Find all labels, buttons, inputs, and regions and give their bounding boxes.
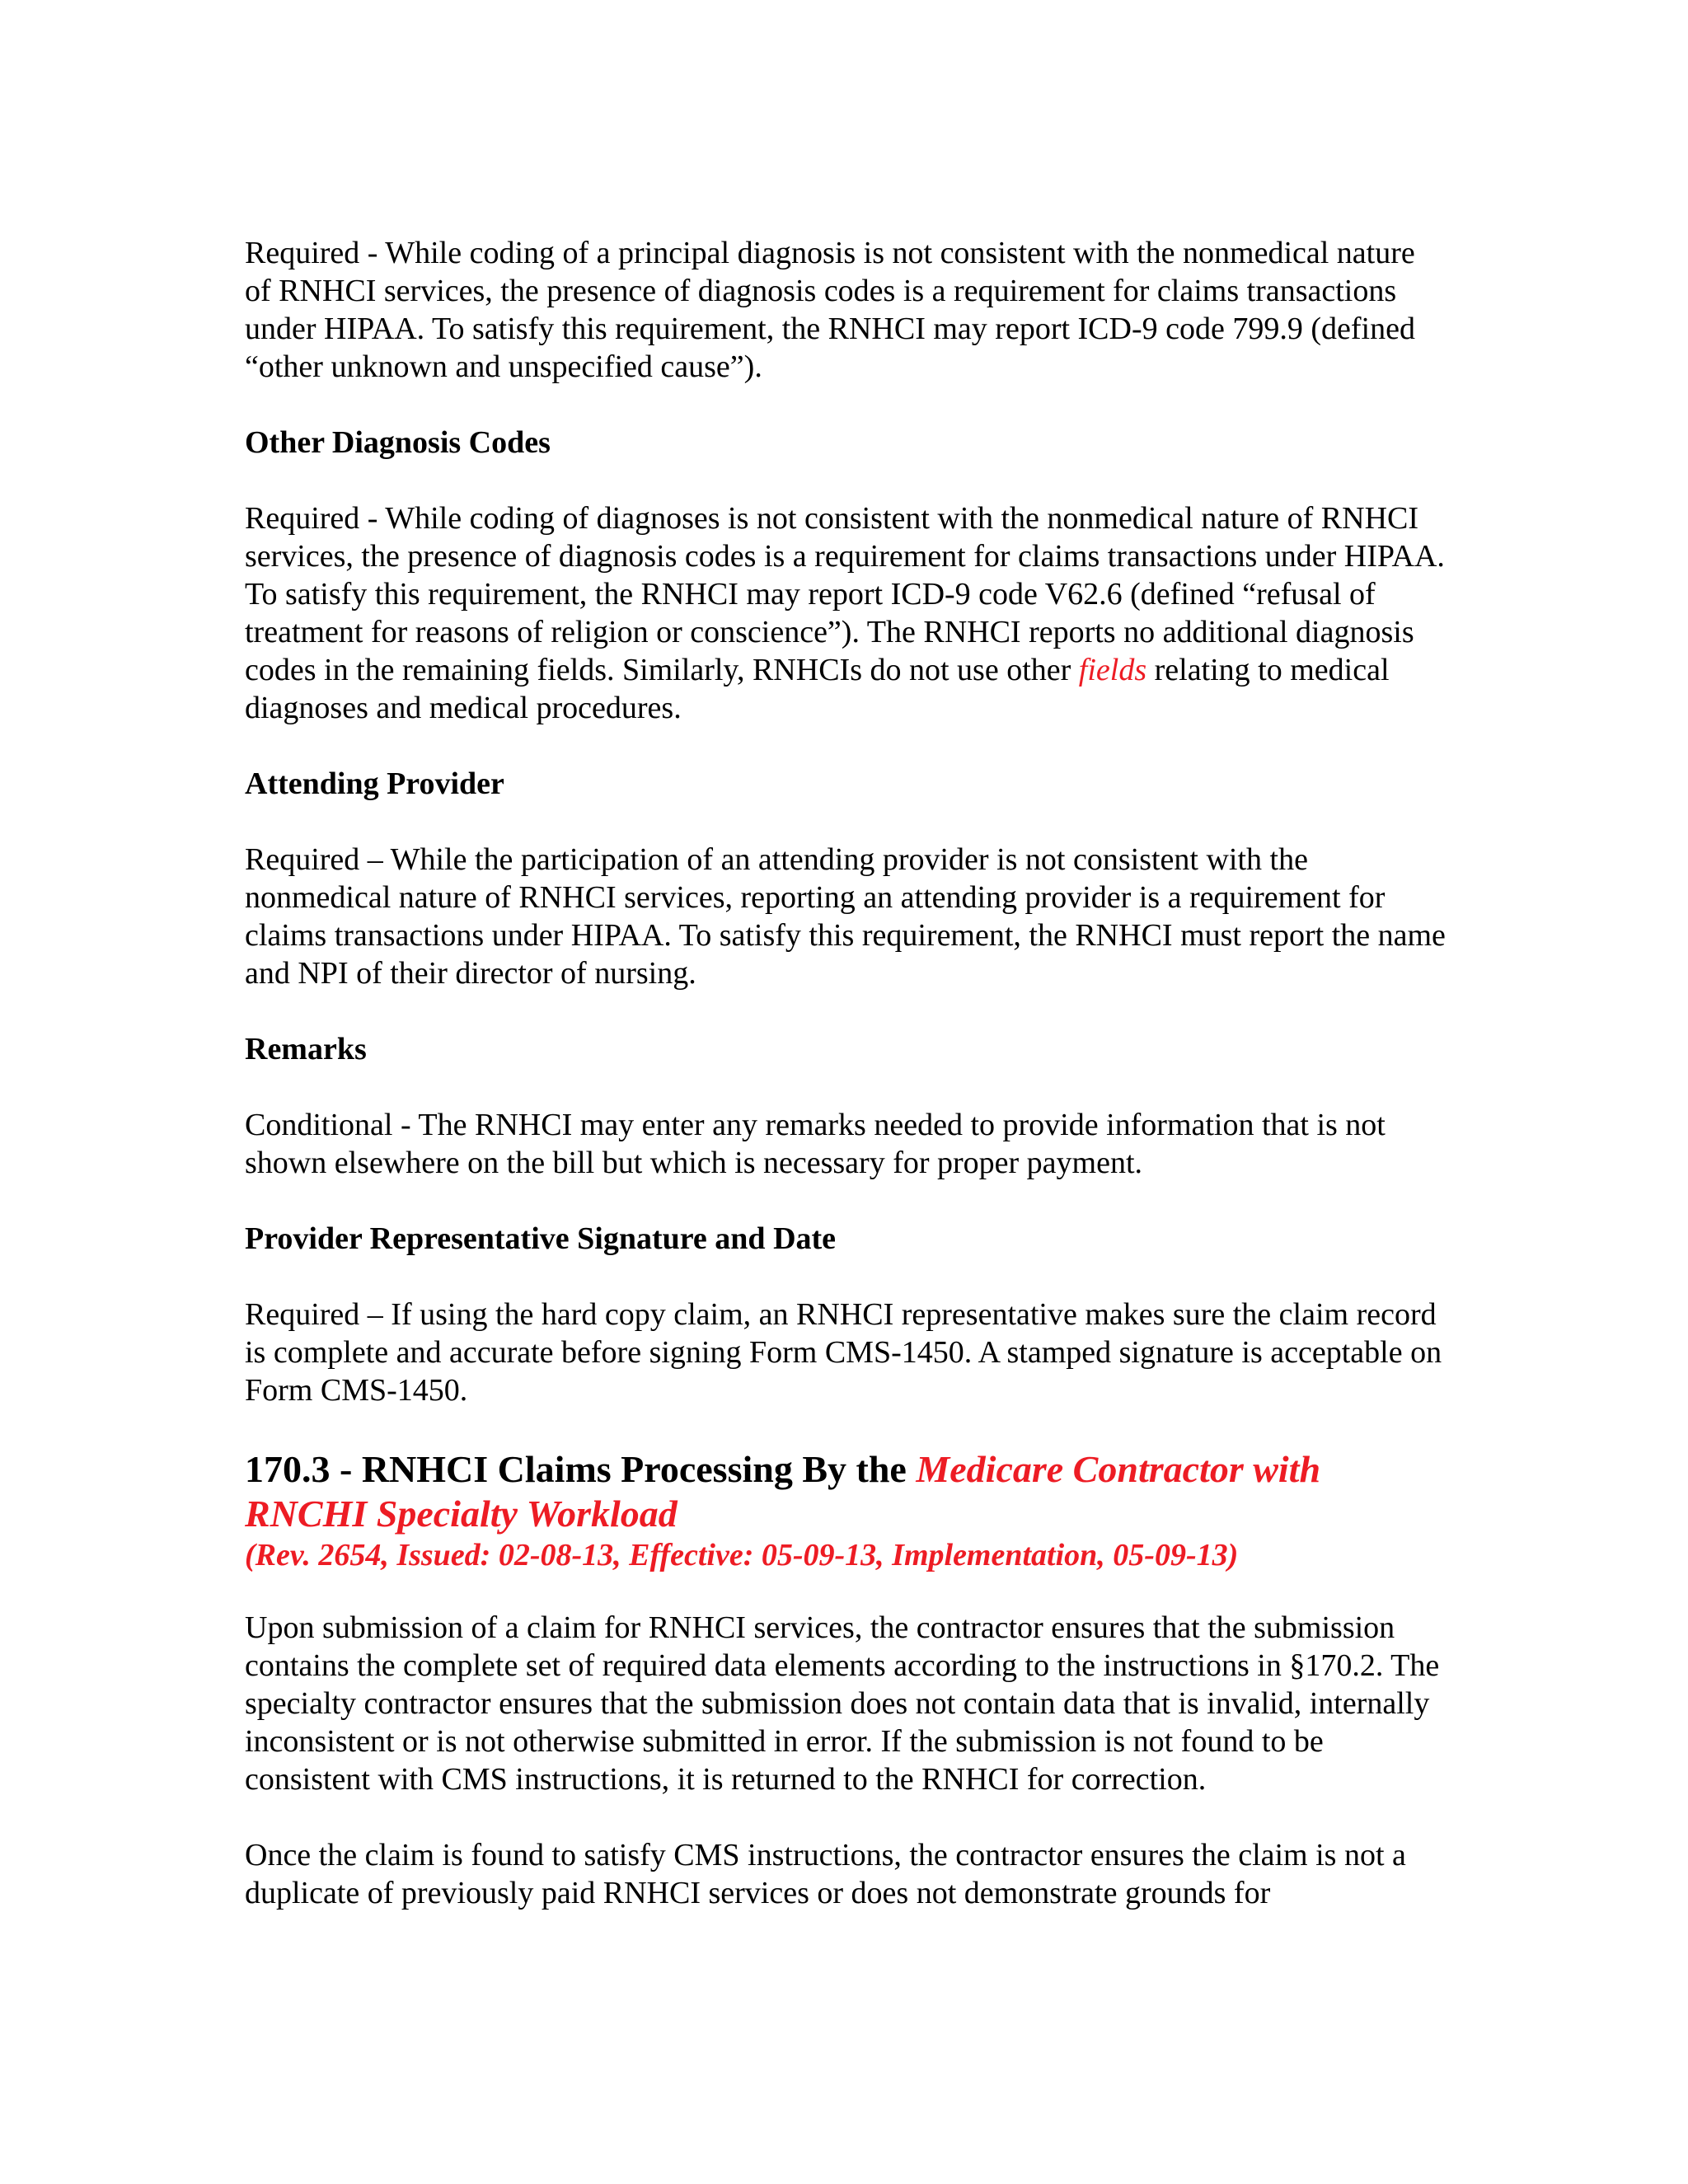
paragraph-other-diagnosis xyxy=(245,499,1448,727)
paragraph-signature: Required – If using the hard copy claim, an RNHCI representative makes sure the claim record is complete and accurate before signing Form CMS-1450. A stamped signature is acceptable on Form CMS-1450. xyxy=(245,1297,1442,1408)
section-revision-note: (Rev. 2654, Issued: 02-08-13, Effective: 05-09-13, Implementation, 05-09-13) xyxy=(245,1538,1239,1572)
heading-attending-provider: Attending Provider xyxy=(245,766,504,801)
paragraph-remarks: Conditional - The RNHCI may enter any remarks needed to provide information that is not shown elsewhere on the bill but which is necessary for proper payment. xyxy=(245,1108,1386,1180)
section-title-text: 170.3 - RNHCI Claims Processing By the xyxy=(245,1448,917,1490)
section-title xyxy=(245,1447,1448,1536)
heading-remarks: Remarks xyxy=(245,1032,367,1066)
heading-signature-and-date: Provider Representative Signature and Date xyxy=(245,1221,837,1256)
heading-other-diagnosis-codes: Other Diagnosis Codes xyxy=(245,425,551,460)
paragraph-attending-provider: Required – While the participation of an attending provider is not consistent with the nonmedical nature of RNHCI services, reporting an attending provider is a requirement for claims transactions under HIPAA. To satisfy this requirement, the RNHCI must report the name and NPI of their director of nursing. xyxy=(245,842,1446,991)
section-170-3-header xyxy=(245,1447,1448,1574)
revised-word-fields: fields xyxy=(1078,653,1147,687)
paragraph-principal-diagnosis: Required - While coding of a principal diagnosis is not consistent with the nonmedical nature of RNHCI services, the presence of diagnosis codes is a requirement for claims transactions under HIPAA. To satisfy this requirement, the RNHCI may report ICD-9 code 799.9 (defined “other unknown and unspecified cause”). xyxy=(245,236,1415,384)
section-title-revised-text: Medicare Contractor with RNCHI Specialty Workload xyxy=(245,1448,1321,1535)
document-page xyxy=(245,234,1448,1950)
paragraph-claim-validation: Once the claim is found to satisfy CMS instructions, the contractor ensures the claim is not a duplicate of previously paid RNHCI services or does not demonstrate grounds for xyxy=(245,1838,1406,1910)
paragraph-claim-submission: Upon submission of a claim for RNHCI services, the contractor ensures that the submission contains the complete set of required data elements according to the instructions in §170.2. The specialty contractor ensures that the submission does not contain data that is invalid, internally inconsistent or is not otherwise submitted in error. If the submission is not found to be consistent with CMS instructions, it is returned to the RNHCI for correction. xyxy=(245,1610,1440,1797)
paragraph-other-diagnosis-text-1: Required - While coding of diagnoses is not consistent with the nonmedical nature of RNHCI services, the presence of diagnosis codes is a requirement for claims transactions under HIPAA. To satisfy this requirement, the RNHCI may report ICD-9 code V62.6 (defined “refusal of treatment for reasons of religion or conscience”). The RNHCI reports no additional diagnosis codes in the remaining fields. Similarly, RNHCIs do not use other xyxy=(245,501,1445,687)
paragraph-other-diagnosis-text-2: relating to medical diagnoses and medical procedures. xyxy=(245,653,1390,725)
